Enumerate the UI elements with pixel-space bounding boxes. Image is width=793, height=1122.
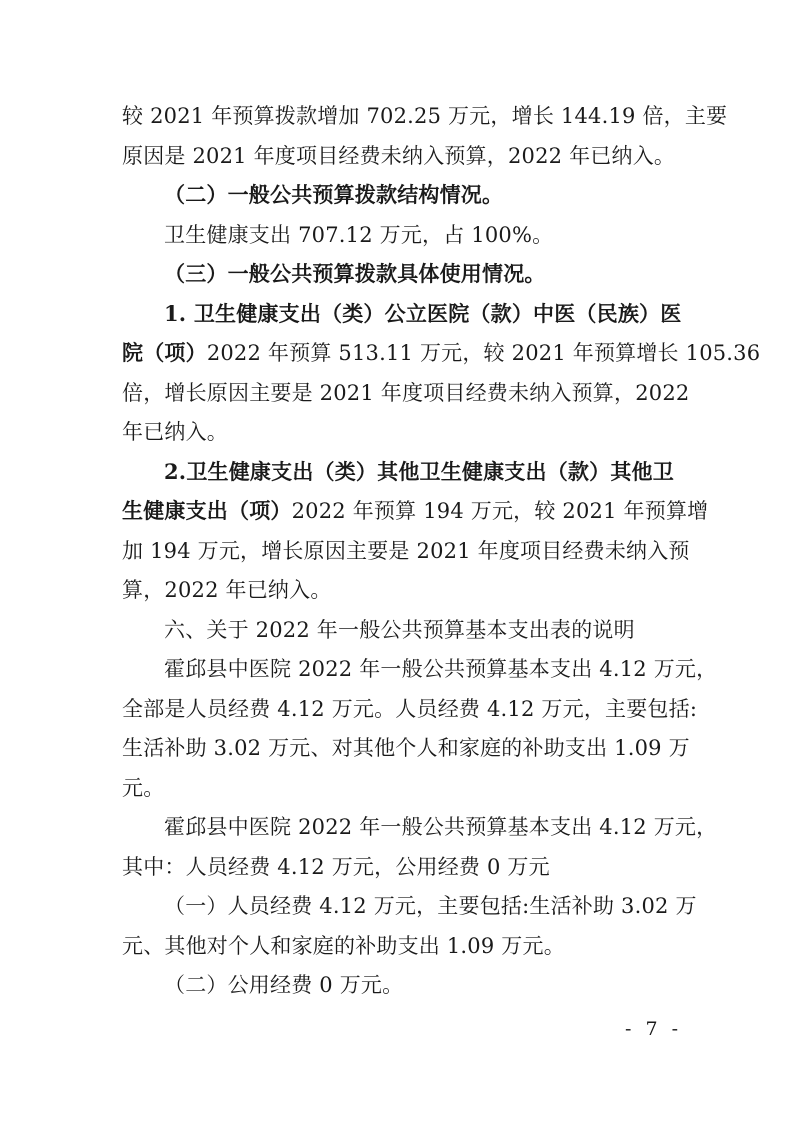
paragraph-line: （二）公用经费 0 万元。 — [164, 973, 404, 997]
paragraph-line: 霍邱县中医院 2022 年一般公共预算基本支出 4.12 万元， — [164, 815, 718, 839]
paragraph-line: 较 2021 年预算拨款增加 702.25 万元，增长 144.19 倍，主要 — [122, 104, 728, 128]
item-1-text: 2022 年预算 513.11 万元，较 2021 年预算增长 105.36 — [206, 341, 761, 365]
paragraph-line: 全部是人员经费 4.12 万元。人员经费 4.12 万元，主要包括: — [122, 697, 698, 721]
page-number: - 7 - — [625, 1018, 683, 1040]
paragraph-line: 卫生健康支出 707.12 万元，占 100%。 — [164, 223, 554, 247]
section-heading-basic-expenditure: 六、关于 2022 年一般公共预算基本支出表的说明 — [164, 618, 635, 642]
paragraph-line: （一）人员经费 4.12 万元，主要包括:生活补助 3.02 万 — [164, 894, 697, 918]
item-2-heading: 2.卫生健康支出（类）其他卫生健康支出（款）其他卫 — [164, 459, 674, 484]
paragraph-line: 算，2022 年已纳入。 — [122, 578, 332, 602]
item-1-heading: 1. 卫生健康支出（类）公立医院（款）中医（民族）医 — [164, 301, 682, 326]
paragraph-line: 元。 — [122, 776, 165, 800]
paragraph-line: 生活补助 3.02 万元、对其他个人和家庭的补助支出 1.09 万 — [122, 736, 690, 760]
section-heading-structure: （二）一般公共预算拨款结构情况。 — [164, 182, 504, 207]
paragraph-line: 倍，增长原因主要是 2021 年度项目经费未纳入预算，2022 — [122, 381, 690, 405]
paragraph-line: 年已纳入。 — [122, 420, 228, 444]
paragraph-line: 加 194 万元，增长原因主要是 2021 年度项目经费未纳入预 — [122, 539, 690, 563]
item-2-line — [122, 497, 708, 525]
item-2-text: 2022 年预算 194 万元，较 2021 年预算增 — [291, 499, 709, 523]
section-heading-usage: （三）一般公共预算拨款具体使用情况。 — [164, 261, 546, 286]
paragraph-line: 其中：人员经费 4.12 万元，公用经费 0 万元 — [122, 855, 550, 879]
paragraph-line: 霍邱县中医院 2022 年一般公共预算基本支出 4.12 万元， — [164, 657, 718, 681]
item-1-heading-cont: 院（项） — [122, 340, 207, 365]
item-2-heading-cont: 生健康支出（项） — [122, 498, 292, 523]
paragraph-line: 元、其他对个人和家庭的补助支出 1.09 万元。 — [122, 934, 565, 958]
item-1-line — [122, 339, 760, 367]
paragraph-line: 原因是 2021 年度项目经费未纳入预算，2022 年已纳入。 — [122, 144, 676, 168]
